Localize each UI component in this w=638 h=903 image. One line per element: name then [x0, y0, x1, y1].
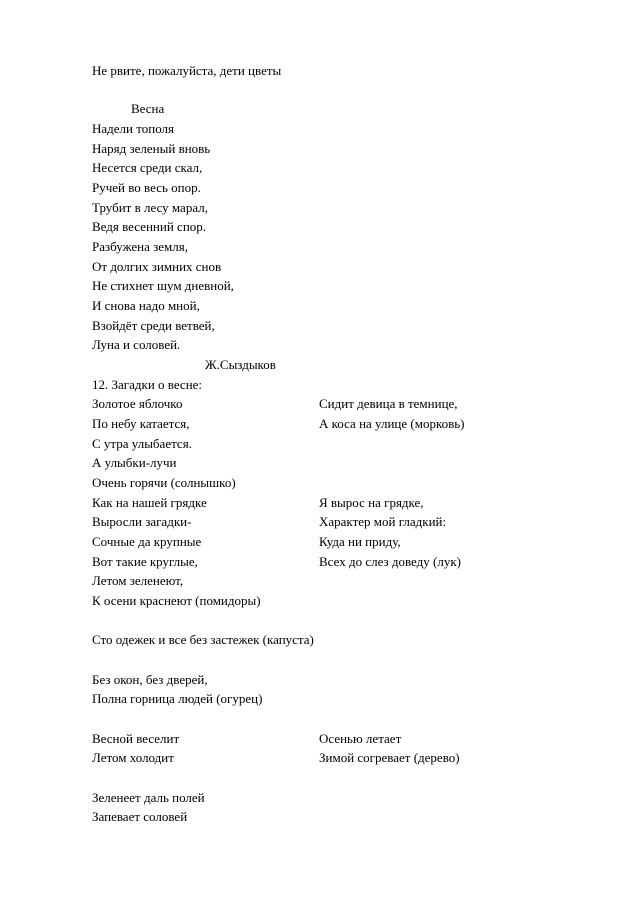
riddle-line: Очень горячи (солнышко) — [92, 475, 236, 490]
poem-line: От долгих зимних снов — [92, 259, 222, 274]
riddle-line: Выросли загадки- — [92, 514, 192, 529]
riddle-line: Полна горница людей (огурец) — [92, 691, 263, 706]
riddle-line: Как на нашей грядке — [92, 495, 207, 510]
poem-line: Разбужена земля, — [92, 239, 188, 254]
riddle-line: Летом зеленеют, — [92, 573, 184, 588]
poem-line: Трубит в лесу марал, — [92, 200, 208, 215]
poem-line: Ручей во весь опор. — [92, 180, 201, 195]
riddle-line: Осенью летает — [319, 731, 402, 746]
riddle-line: Сочные да крупные — [92, 534, 202, 549]
riddle-line: С утра улыбается. — [92, 436, 192, 451]
riddle-line: Зеленеет даль полей — [92, 790, 205, 805]
riddle-line: Запевает соловей — [92, 809, 188, 824]
poem-line: Взойдёт среди ветвей, — [92, 318, 215, 333]
riddle-line: По небу катается, — [92, 416, 190, 431]
riddle-line: Характер мой гладкий: — [319, 514, 447, 529]
riddle-line: Зимой согревает (дерево) — [319, 750, 460, 765]
riddle-line: А коса на улице (морковь) — [319, 416, 465, 431]
poem-line: Несется среди скал, — [92, 160, 203, 175]
riddle-line: Без окон, без дверей, — [92, 672, 208, 687]
riddles-heading: 12. Загадки о весне: — [92, 377, 203, 392]
riddle-line: Всех до слез доведу (лук) — [319, 554, 461, 569]
poem-line: Луна и соловей. — [92, 337, 181, 352]
poem-line: Наряд зеленый вновь — [92, 141, 211, 156]
poem-author: Ж.Сыздыков — [205, 357, 276, 372]
document-title: Не рвите, пожалуйста, дети цветы — [92, 63, 282, 78]
riddle-line: Весной веселит — [92, 731, 180, 746]
riddle-line: Куда ни приду, — [319, 534, 401, 549]
riddle-line: Я вырос на грядке, — [319, 495, 424, 510]
poem-line: Ведя весенний спор. — [92, 219, 207, 234]
riddle-line: Сто одежек и все без застежек (капуста) — [92, 632, 314, 647]
riddle-line: Золотое яблочко — [92, 396, 183, 411]
riddle-line: А улыбки-лучи — [92, 455, 177, 470]
riddle-line: Сидит девица в темнице, — [319, 396, 458, 411]
poem-line: Не стихнет шум дневной, — [92, 278, 234, 293]
riddle-line: К осени краснеют (помидоры) — [92, 593, 261, 608]
poem-line: Надели тополя — [92, 121, 174, 136]
poem-title: Весна — [131, 101, 165, 116]
riddle-line: Летом холодит — [92, 750, 174, 765]
riddle-line: Вот такие круглые, — [92, 554, 198, 569]
poem-line: И снова надо мной, — [92, 298, 200, 313]
